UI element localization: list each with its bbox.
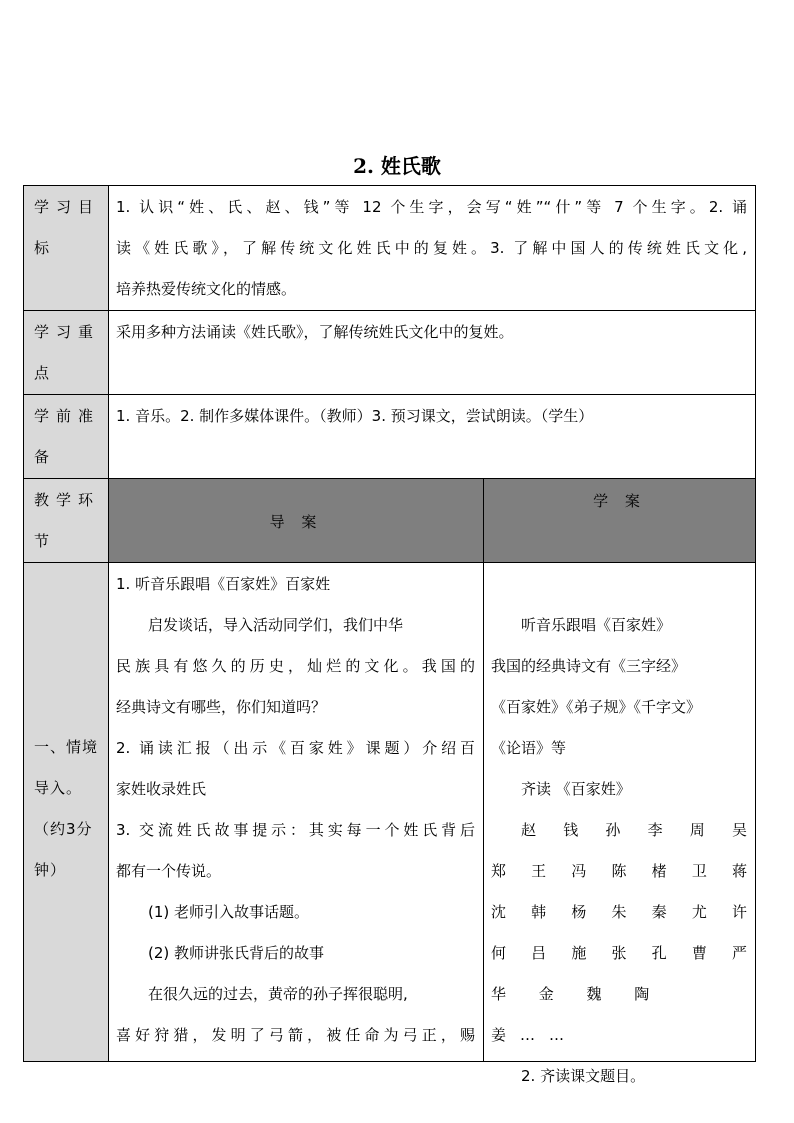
guide-line-3: 民族具有悠久的历史，灿烂的文化。我国的: [116, 657, 475, 675]
key-points-text: 采用多种方法诵读《姓氏歌》，了解传统姓氏文化中的复姓。: [116, 323, 514, 341]
study-line-7: 赵 钱 孙 李 周 吴: [521, 821, 747, 839]
guide-line-1: 1. 听音乐跟唱《百家姓》百家姓: [116, 575, 331, 593]
study-line-12: 2. 齐读课文题目。: [521, 1067, 646, 1085]
goal-line-3: 培养热爱传统文化的情感。: [116, 280, 297, 298]
guide-line-7: 3. 交流姓氏故事提示：其实每一个姓氏背后: [116, 821, 475, 839]
header-guide-plan-text: 导 案: [269, 513, 323, 531]
study-line-1: [491, 564, 747, 605]
study-line-9: 沈 韩 杨 朱 秦 尤 许: [491, 903, 747, 921]
label-stage-intro: [23, 563, 109, 1062]
stage-intro-guide: [109, 563, 484, 1062]
label-stage-intro-text: 一、情境导入。（约3分钟）: [34, 738, 99, 879]
guide-line-5: 2. 诵读汇报（出示《百家姓》课题）介绍百: [116, 739, 475, 757]
study-line-6: 齐读 《百家姓》: [521, 780, 631, 798]
study-line-4: 《百家姓》《弟子规》《千字文》: [491, 698, 702, 716]
guide-line-8: 都有一个传说。: [116, 862, 222, 880]
label-preparation-text: 学前准备: [34, 407, 101, 466]
header-study-plan-text: 学 案: [593, 492, 646, 510]
goal-line-2: 读《姓氏歌》，了解传统文化姓氏中的复姓。3. 了解中国人的传统姓氏文化,: [116, 239, 747, 257]
goal-line-1: 1. 认识“姓、氏、赵、钱”等 12 个生字，会写“姓”“什”等 7 个生字。2. 诵: [116, 198, 747, 216]
label-learning-goal: [23, 185, 109, 311]
preparation-text: 1. 音乐。2. 制作多媒体课件。（教师）3. 预习课文，尝试朗读。（学生）: [116, 407, 594, 425]
study-line-5: 《论语》等: [491, 739, 567, 757]
header-guide-plan: [109, 479, 484, 563]
stage-intro-study: [484, 563, 756, 1085]
preparation-content: [109, 395, 756, 479]
header-study-plan: [484, 479, 756, 563]
label-preparation: [23, 395, 109, 479]
guide-line-11: 在很久远的过去，黄帝的孙子挥很聪明,: [148, 985, 408, 1003]
study-line-2: 听音乐跟唱《百家姓》: [521, 616, 672, 634]
label-teaching-stage: [23, 479, 109, 563]
guide-line-9: (1) 老师引入故事话题。: [148, 903, 310, 921]
learning-goal-content: [109, 185, 756, 311]
guide-line-6: 家姓收录姓氏: [116, 780, 207, 798]
study-line-10: 何 吕 施 张 孔 曹 严: [491, 944, 747, 962]
label-key-points-text: 学习重点: [34, 323, 101, 382]
guide-line-4: 经典诗文有哪些，你们知道吗？: [116, 698, 327, 716]
key-points-content: [109, 311, 756, 395]
guide-line-12: 喜好狩猎，发明了弓箭，被任命为弓正，赐: [116, 1026, 475, 1044]
label-learning-goal-text: 学习目标: [34, 198, 101, 257]
study-line-11: 华 金 魏 陶 姜……: [491, 985, 664, 1044]
label-teaching-stage-text: 教学环节: [34, 491, 101, 550]
label-key-points: [23, 311, 109, 395]
guide-line-10: (2) 教师讲张氏背后的故事: [148, 944, 325, 962]
guide-line-2: 启发谈话，导入活动同学们，我们中华: [148, 616, 404, 634]
page-title: 2. 姓氏歌: [353, 154, 441, 178]
study-line-8: 郑 王 冯 陈 楮 卫 蒋: [491, 862, 747, 880]
study-line-3: 我国的经典诗文有《三字经》: [491, 657, 687, 675]
